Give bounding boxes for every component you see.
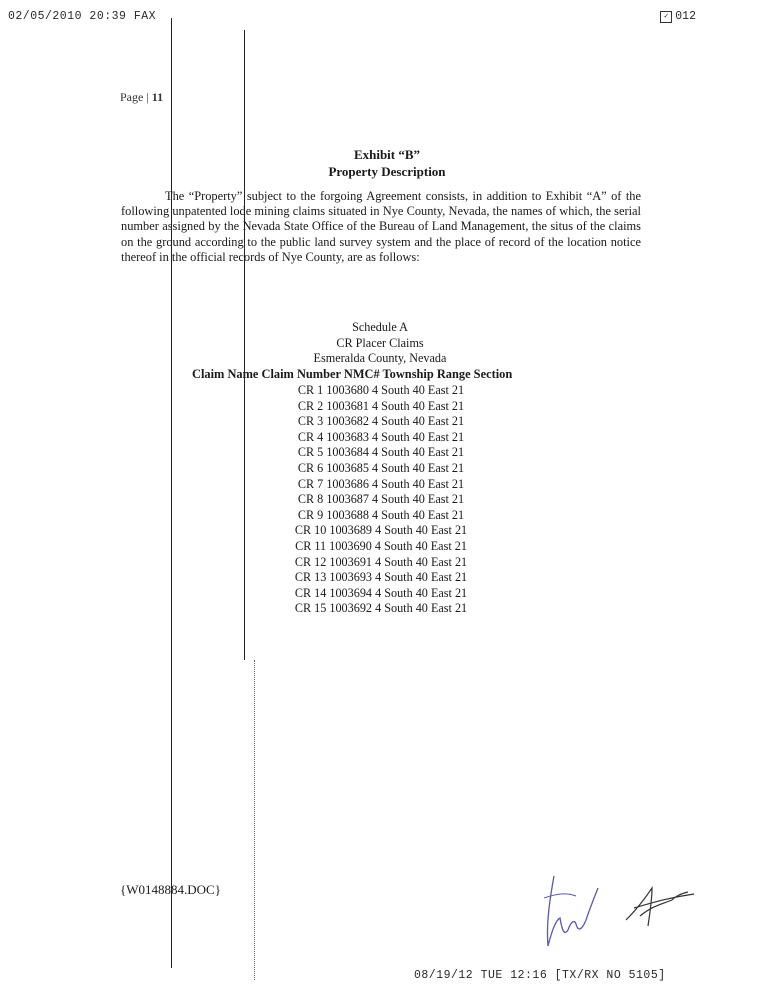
fax-header: 02/05/2010 20:39 FAX [8, 10, 157, 23]
page-label [120, 90, 163, 105]
table-row: CR 6 1003685 4 South 40 East 21 [297, 460, 465, 475]
handwritten-initials-icon [622, 882, 702, 930]
fax-page-number-text: 012 [675, 10, 696, 23]
property-description-paragraph [121, 189, 641, 265]
schedule-title: Schedule A [352, 320, 408, 334]
table-row: CR 14 1003694 4 South 40 East 21 [294, 585, 468, 600]
table-row: CR 1 1003680 4 South 40 East 21 [297, 383, 465, 397]
page-label-prefix: Page | [120, 90, 149, 104]
document-id: {W0148884.DOC} [120, 882, 221, 897]
table-row: CR 3 1003682 4 South 40 East 21 [297, 414, 465, 429]
table-row: CR 9 1003688 4 South 40 East 21 [297, 507, 465, 522]
fax-footer: 08/19/12 TUE 12:16 [TX/RX NO 5105] [414, 969, 666, 982]
table-row: CR 7 1003686 4 South 40 East 21 [297, 476, 465, 491]
table-row: CR 15 1003692 4 South 40 East 21 [294, 601, 468, 616]
schedule-table-body [0, 383, 762, 617]
table-row: CR 12 1003691 4 South 40 East 21 [294, 554, 468, 569]
handwritten-signature-icon [536, 868, 606, 953]
table-row: CR 8 1003687 4 South 40 East 21 [297, 492, 465, 507]
fax-page-icon: ✓ [660, 11, 672, 23]
exhibit-subtitle: Property Description [328, 164, 446, 179]
table-row: CR 11 1003690 4 South 40 East 21 [295, 538, 467, 553]
fax-page-number [660, 10, 696, 23]
page-label-number: 11 [151, 90, 164, 104]
schedule-subtitle: CR Placer Claims [336, 336, 424, 350]
table-row: CR 10 1003689 4 South 40 East 21 [294, 523, 468, 538]
table-row: CR 2 1003681 4 South 40 East 21 [297, 398, 465, 413]
schedule-location: Esmeralda County, Nevada [313, 351, 447, 365]
table-row: CR 4 1003683 4 South 40 East 21 [297, 429, 465, 444]
scan-line-mid-lower [254, 660, 256, 980]
exhibit-title: Exhibit “B” [353, 147, 421, 162]
schedule-table-header: Claim Name Claim Number NMC# Township Range Section [192, 367, 513, 381]
paragraph-text: The “Property” subject to the forgoing Agreement consists, in addition to Exhibit “A” of the following unpatented lode mining claims situated in Nye County, Nevada, the names of which, the serial number assigned by the Nevada State Office of the Bureau of Land Management, the situs of the claims on the ground according to the public land survey system and the place of record of the location notice thereof in the official records of Nye County, are as follows: [121, 189, 641, 264]
table-row: CR 5 1003684 4 South 40 East 21 [297, 445, 465, 460]
table-row: CR 13 1003693 4 South 40 East 21 [294, 570, 468, 585]
